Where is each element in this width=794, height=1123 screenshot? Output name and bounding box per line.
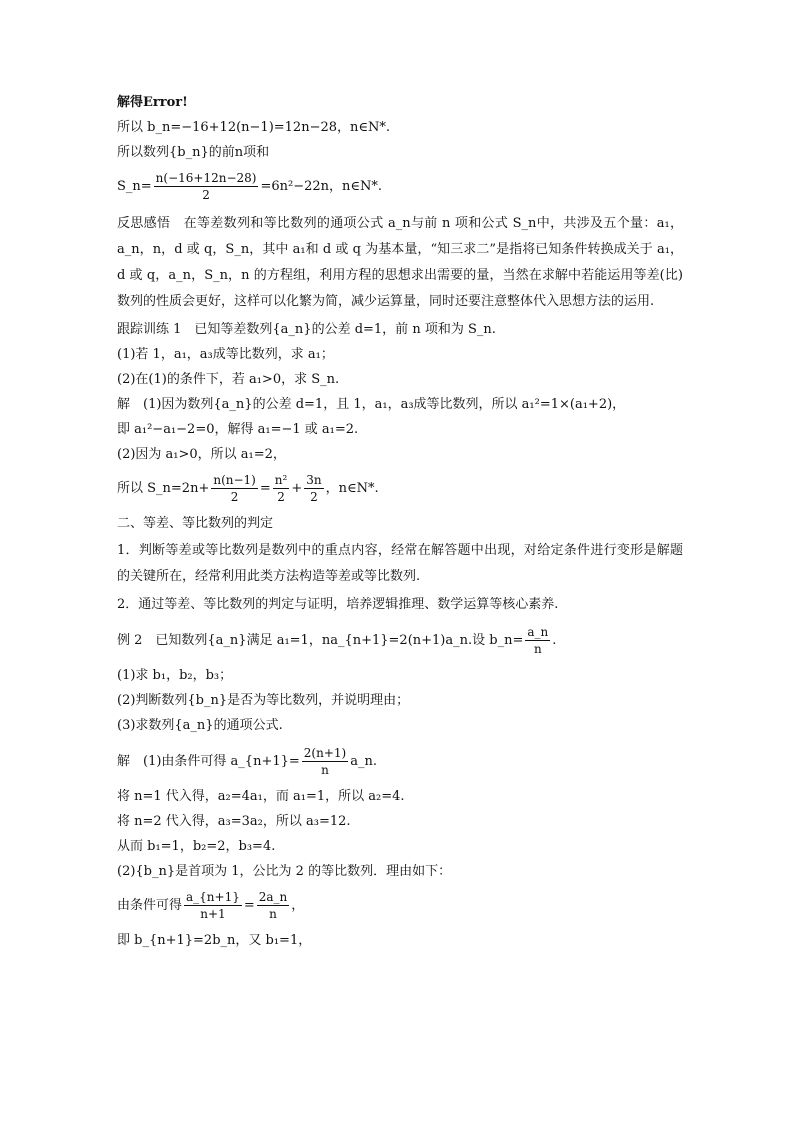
text-line: (2)在(1)的条件下，若 a₁>0，求 S_n.: [117, 372, 340, 387]
text-line: (2)判断数列{b_n}是否为等比数列，并说明理由；: [117, 693, 410, 708]
formula-line: [117, 469, 683, 509]
text-line: 将 n=2 代入得，a₃=3a₂，所以 a₃=12.: [117, 814, 351, 829]
example-title: [117, 621, 683, 661]
text-line: 2．通过等差、等比数列的判定与证明，培养逻辑推理、数学运算等核心素养.: [117, 597, 559, 612]
fraction-denominator: n: [269, 907, 277, 921]
exercise-title: 跟踪训练 1 已知等差数列{a_n}的公差 d=1，前 n 项和为 S_n.: [117, 322, 496, 337]
text-line: 将 n=1 代入得，a₂=4a₁，而 a₁=1，所以 a₂=4.: [117, 789, 405, 804]
fraction-denominator: 2: [277, 490, 285, 504]
fraction-numerator: a_n: [527, 625, 549, 639]
text-line: (2)因为 a₁>0，所以 a₁=2，: [117, 447, 286, 462]
formula-text: .: [552, 633, 557, 648]
text-line: 从而 b₁=1，b₂=2，b₃=4.: [117, 839, 276, 854]
text-paragraph: 1．判断等差或等比数列是数列中的重点内容，经常在解答题中出现，对给定条件进行变形是解题的关键所在，经常利用此类方法构造等差或等比数列.: [117, 543, 683, 584]
fraction-denominator: 2: [202, 188, 210, 202]
text-line: 即 b_{n+1}=2b_n，又 b₁=1，: [117, 933, 312, 948]
formula-text: ，n∈N*.: [325, 481, 379, 496]
text-line: 解 (1)因为数列{a_n}的公差 d=1，且 1，a₁，a₃成等比数列，所以 a₁²=1×(a₁+2)，: [117, 397, 626, 412]
text-line: (1)求 b₁，b₂，b₃；: [117, 668, 233, 683]
formula-text: a_n.: [350, 754, 377, 769]
fraction-denominator: n: [533, 642, 542, 656]
formula-text: =: [259, 481, 271, 496]
fraction: [273, 472, 290, 505]
formula-text: ，: [291, 898, 305, 913]
fraction-numerator: n(n−1): [213, 473, 256, 487]
formula-text: =6n²−22n，n∈N*.: [260, 179, 383, 194]
formula-text: 解 (1)由条件可得 a_{n+1}=: [117, 754, 300, 769]
fraction-numerator: 2(n+1): [303, 746, 347, 760]
text-line: 所以数列{b_n}的前n项和: [117, 145, 270, 160]
fraction: [257, 889, 290, 922]
formula-text: =: [243, 898, 255, 913]
formula-text: 由条件可得: [117, 898, 183, 913]
text-line: (1)若 1，a₁，a₃成等比数列，求 a₁；: [117, 347, 334, 362]
formula-line: [117, 742, 683, 782]
fraction-numerator: 3n: [306, 473, 322, 487]
fraction: [211, 472, 258, 505]
fraction: [184, 889, 242, 922]
fraction-denominator: 2: [230, 490, 239, 504]
fraction: [302, 745, 348, 778]
formula-text: 例 2 已知数列{a_n}满足 a₁=1，na_{n+1}=2(n+1)a_n.设 b_n=: [117, 633, 524, 648]
formula-line: [117, 167, 683, 207]
fraction-denominator: 2: [310, 490, 318, 504]
fraction-denominator: n: [321, 763, 329, 777]
reflection-paragraph: 反思感悟 在等差数列和等比数列的通项公式 a_n与前 n 项和公式 S_n中，共涉及五个量：a₁，a_n，n，d 或 q，S_n，其中 a₁和 d 或 q 为基本量，“知三求二”是指将已知条件转换成关于 a₁，d 或 q，a_n，S_n，n 的方程组，利用方程的思想求出需要的量，当然在求解中若能运用等差(比)数列的性质会更好，这样可以化繁为简，减少运算量，同时还要注意整体代入思想方法的运用.: [117, 216, 683, 309]
text-line: 解得Error!: [117, 95, 188, 110]
fraction-denominator: n+1: [200, 907, 226, 921]
fraction-numerator: n²: [274, 473, 288, 487]
section-heading: 二、等差、等比数列的判定: [117, 516, 274, 531]
text-line: (3)求数列{a_n}的通项公式.: [117, 718, 283, 733]
fraction: [304, 472, 323, 505]
fraction-numerator: 2a_n: [258, 890, 288, 904]
formula-text: S_n=: [117, 179, 152, 194]
text-line: 所以 b_n=−16+12(n−1)=12n−28，n∈N*.: [117, 120, 391, 135]
fraction: [525, 624, 550, 657]
text-line: 即 a₁²−a₁−2=0，解得 a₁=−1 或 a₁=2.: [117, 422, 359, 437]
fraction-numerator: n(−16+12n−28): [155, 171, 257, 185]
formula-line: [117, 886, 683, 926]
fraction: [154, 170, 259, 203]
formula-text: 所以 S_n=2n+: [117, 481, 210, 496]
text-line: (2){b_n}是首项为 1，公比为 2 的等比数列．理由如下：: [117, 864, 452, 879]
formula-text: +: [291, 481, 303, 496]
document-page: [117, 92, 683, 955]
fraction-numerator: a_{n+1}: [186, 890, 240, 904]
